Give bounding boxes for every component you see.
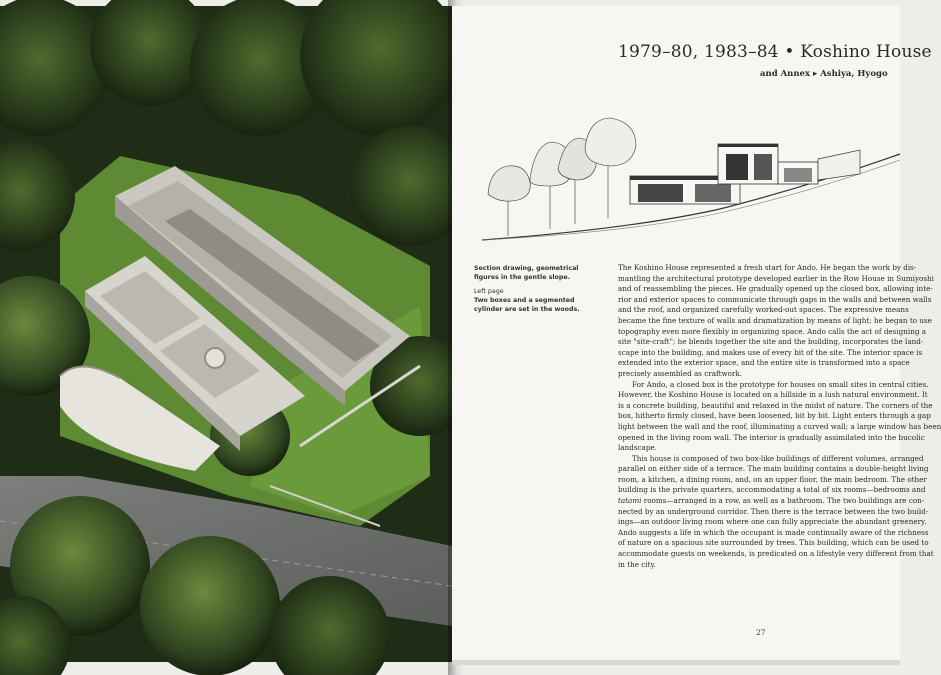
section-drawing (480, 114, 900, 249)
body-line: For Ando, a closed box is the prototype for houses on small sites in central cities. (632, 379, 929, 389)
photo-caption (474, 264, 584, 319)
body-line: opened in the living room wall. The interior is gradually assimilated into the bucolic (618, 432, 925, 442)
body-line: tatami rooms—arranged in a row, as well as a bathroom. The two buildings are con- (618, 496, 925, 506)
body-line: ings—an outdoor living room where one can fully appreciate the abundant greenery. (618, 517, 927, 527)
body-line: box, hitherto firmly closed, have been loosened, bit by bit. Light enters through a gap (618, 411, 931, 421)
body-line: and of reassembling the pieces. He gradually opened up the closed box, allowing inte- (618, 284, 933, 294)
tree-sketch (488, 118, 636, 236)
body-line: However, the Koshino House is located on a hillside in a lush natural environment. It (618, 390, 928, 400)
body-line: scape into the building, and makes use of every bit of the site. The interior space is (618, 347, 923, 357)
page-edge (452, 660, 900, 665)
body-line: extended into the exterior space, and the entire site is transformed into a space (618, 358, 910, 368)
body-text (618, 263, 941, 570)
body-line: parallel on either side of a terrace. The main building contains a double-height living (618, 464, 929, 474)
body-line: topography even more flexibly in organizing space. Ando calls the act of designing a (618, 326, 926, 336)
right-page (452, 6, 941, 664)
body-line: site "site-craft"; he blends together the site and the building, incorporates the land- (618, 337, 924, 347)
body-line: mantling the architectural prototype developed earlier in the Row House in Sumiyoshi (618, 273, 934, 283)
body-line: precisely assembled as craftwork. (618, 368, 743, 378)
body-line: accommodate guests on weekends, is predicated on a lifestyle very different from that (618, 549, 934, 559)
caption-line: figures in the gentle slope. (474, 274, 571, 281)
body-line: is a concrete building, beautiful and relaxed in the midst of nature. The corners of the (618, 400, 933, 410)
body-line: Ando suggests a life in which the occupant is made continually aware of the richness (618, 527, 929, 537)
caption-line: Section drawing, geometrical (474, 265, 579, 272)
page-title: 1979–80, 1983–84 • Koshino House (618, 42, 932, 62)
body-line: and the roof, and organized carefully worked-out spaces. The expressive means (618, 305, 909, 315)
caption-line: cylinder are set in the woods. (474, 306, 580, 313)
body-line: of nature on a spacious site surrounded by trees. This building, which can be used to (618, 538, 929, 548)
page-subtitle: and Annex ▸ Ashiya, Hyogo (760, 69, 888, 79)
body-line: in the city. (618, 559, 656, 569)
page-number: 27 (756, 628, 766, 637)
body-line: room, a kitchen, a dining room, and, on an upper floor, the main bedroom. The other (618, 474, 927, 484)
body-line: became the fine texture of walls and dramatization by means of light; he began to use (618, 315, 932, 325)
body-line: This house is composed of two box-like buildings of different volumes, arranged (632, 453, 924, 463)
aerial-photo-illustration (0, 6, 452, 662)
caption-line: Left page (474, 288, 504, 295)
aerial-photo (0, 6, 452, 662)
body-line: rior and exterior spaces to communicate through gaps in the walls and between walls (618, 294, 932, 304)
caption-line: Two boxes and a segmented (474, 297, 575, 304)
building-section (630, 144, 860, 204)
body-line: light between the wall and the roof, illuminating a curved wall; a large window has been (618, 421, 941, 431)
body-line: nected by an underground corridor. Then there is the terrace between the two build- (618, 506, 929, 516)
body-line: building is the private quarters, accommodating a total of six rooms—bedrooms and (618, 485, 926, 495)
body-line: landscape. (618, 443, 657, 453)
body-line: The Koshino House represented a fresh start for Ando. He began the work by dis- (618, 263, 917, 272)
